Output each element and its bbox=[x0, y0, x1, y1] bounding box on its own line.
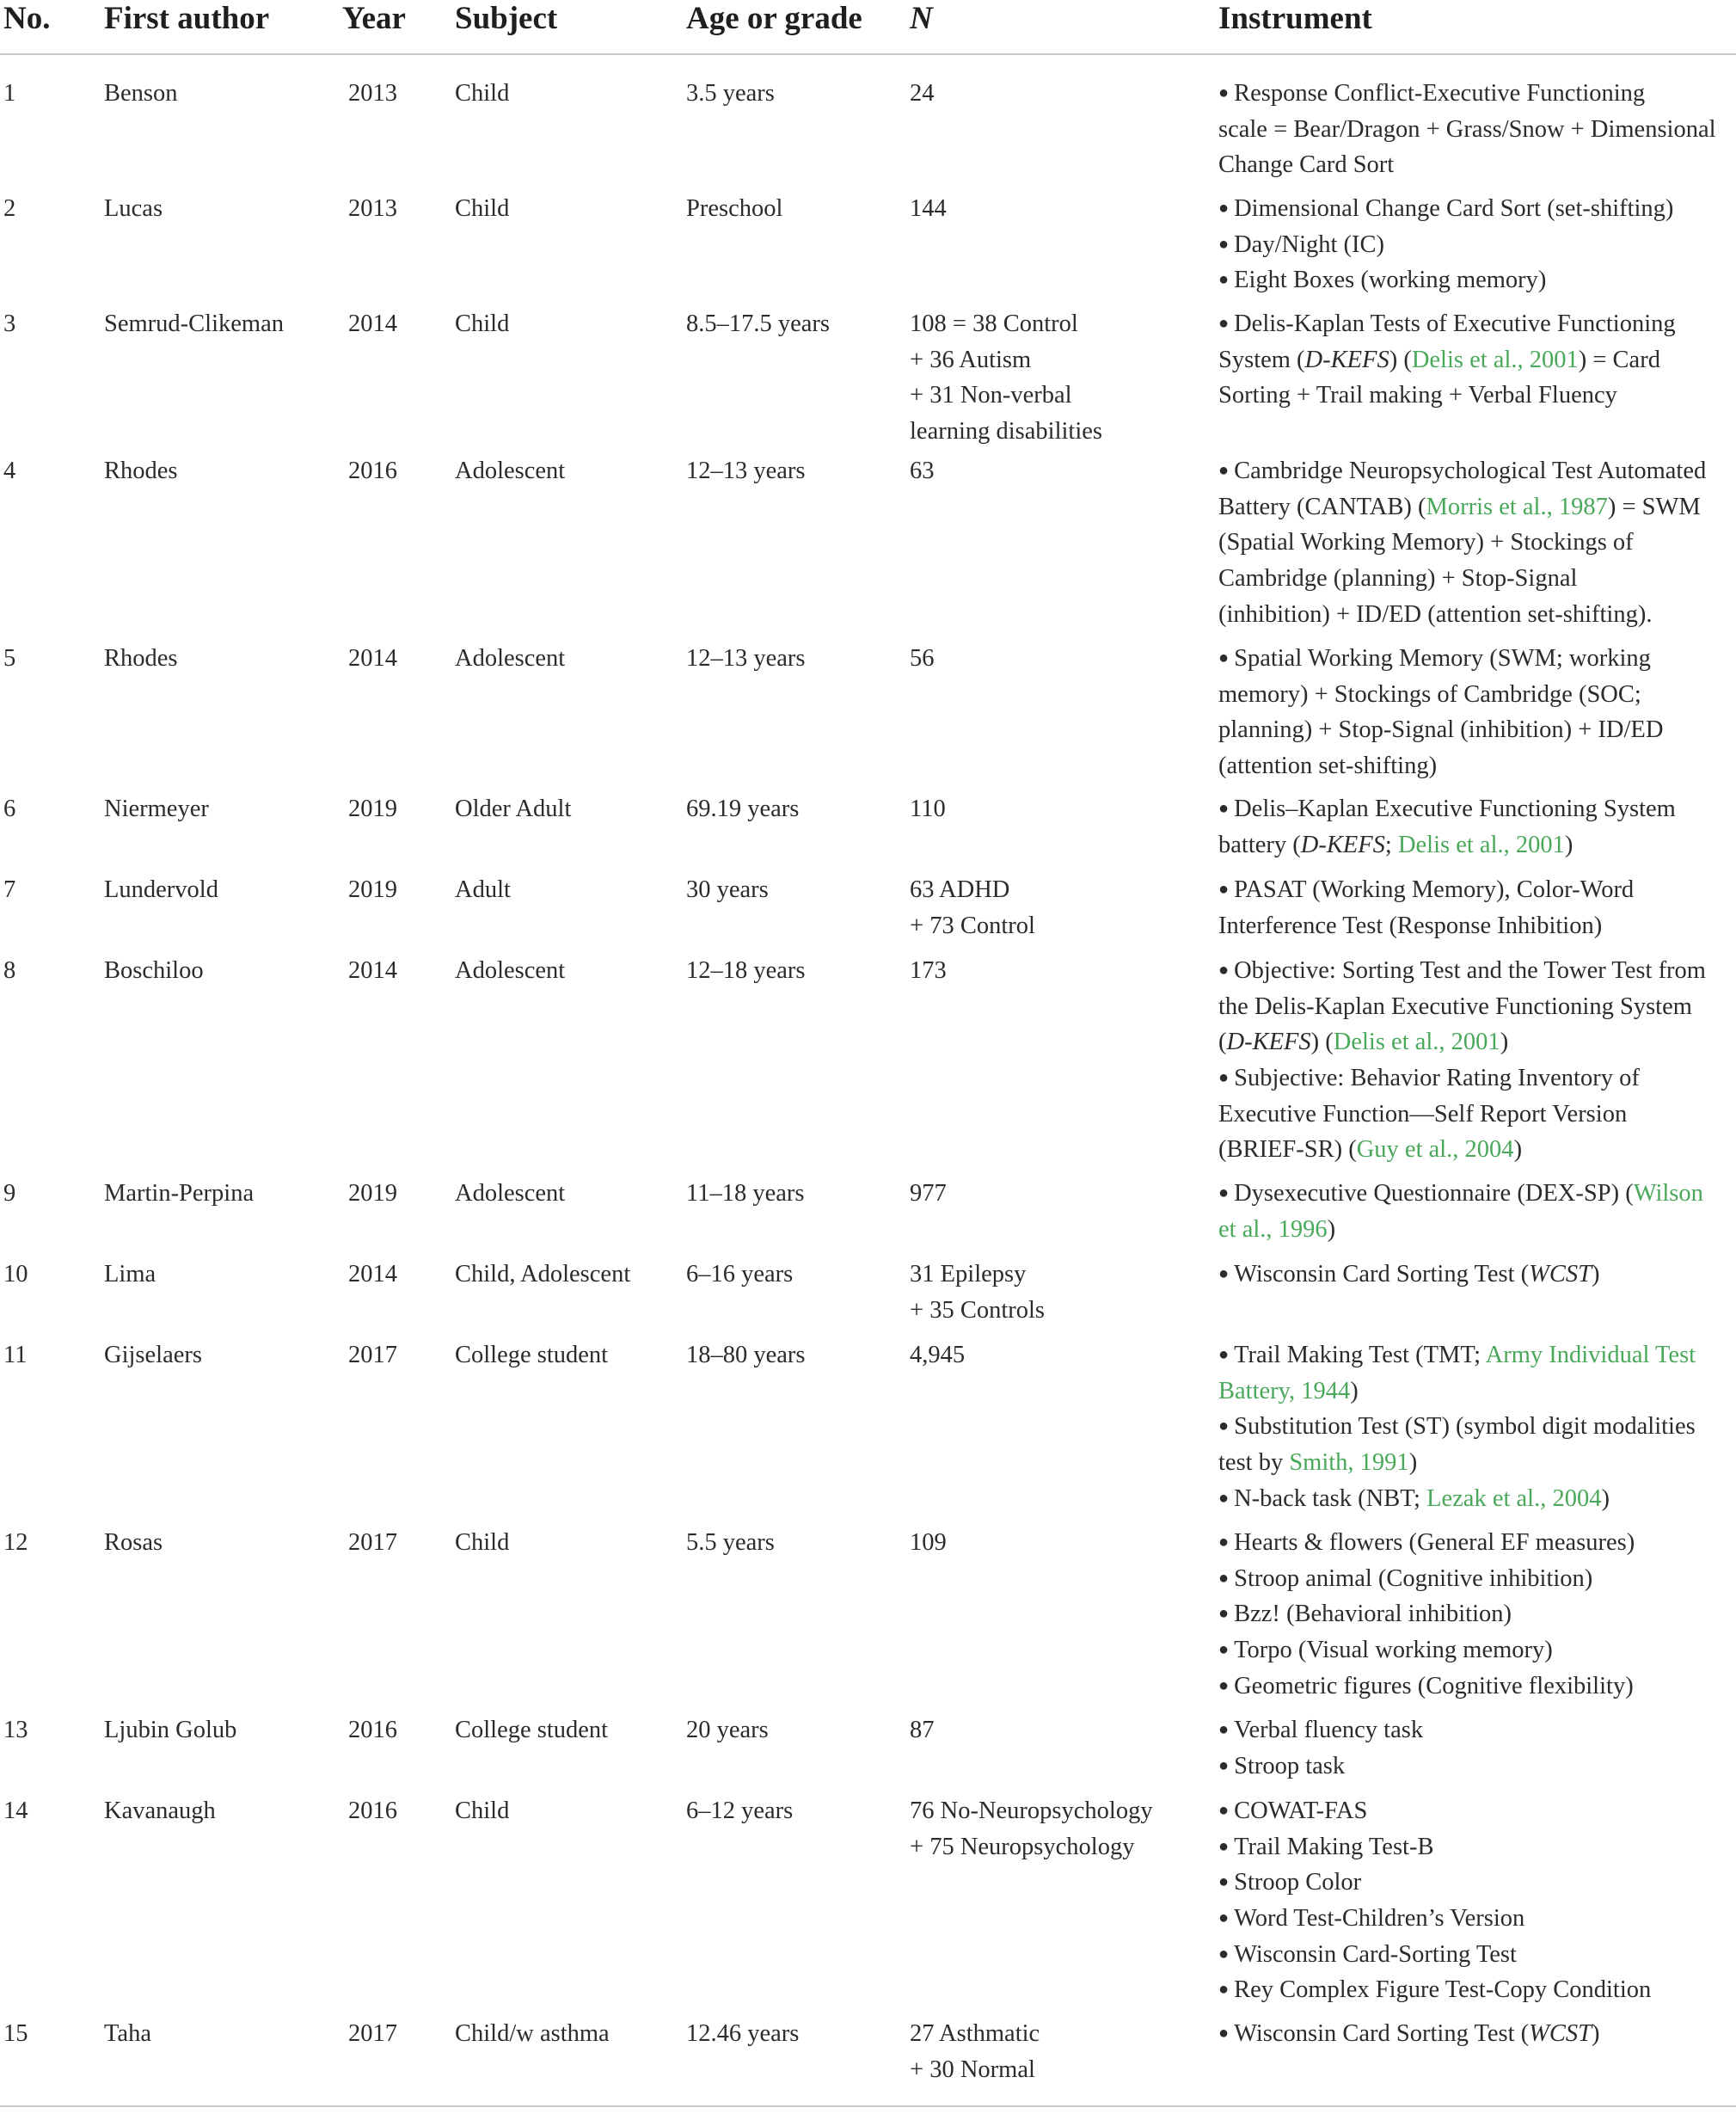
cell-n bbox=[910, 1525, 947, 1561]
instrument-line: System (D-KEFS) (Delis et al., 2001) = Card bbox=[1218, 346, 1660, 373]
instrument-line: Battery, 1944) bbox=[1218, 1377, 1359, 1404]
cell-year: 2014 bbox=[348, 957, 397, 984]
cell-instrument bbox=[1218, 791, 1734, 863]
instrument-line: ● Verbal fluency task bbox=[1218, 1717, 1424, 1743]
instrument-line: Battery (CANTAB) (Morris et al., 1987) = SWM bbox=[1218, 493, 1701, 520]
cell-n-line: + 36 Autism bbox=[910, 346, 1032, 373]
cell-year: 2013 bbox=[348, 80, 397, 107]
cell-year: 2017 bbox=[348, 1529, 397, 1556]
cell-year: 2017 bbox=[348, 2020, 397, 2047]
instrument-line: ● Trail Making Test (TMT; Army Individual Test bbox=[1218, 1342, 1696, 1368]
instrument-line: test by Smith, 1991) bbox=[1218, 1449, 1418, 1477]
citation-link[interactable]: Smith, 1991 bbox=[1289, 1449, 1409, 1477]
instrument-line: ● Hearts & flowers (General EF measures) bbox=[1218, 1529, 1635, 1556]
cell-year: 2016 bbox=[348, 1717, 397, 1743]
cell-no: 12 bbox=[3, 1529, 28, 1556]
instrument-line: Cambridge (planning) + Stop-Signal bbox=[1218, 565, 1578, 593]
instrument-line: ● Word Test-Children’s Version bbox=[1218, 1905, 1525, 1933]
instrument-line: Change Card Sort bbox=[1218, 151, 1395, 179]
cell-first-author: Benson bbox=[104, 80, 178, 107]
bullet-icon: ● bbox=[1218, 314, 1230, 333]
cell-n bbox=[910, 1337, 965, 1373]
instrument-line: ● Bzz! (Behavioral inhibition) bbox=[1218, 1601, 1512, 1628]
cell-n bbox=[910, 641, 935, 677]
instrument-line: ● Cambridge Neuropsychological Test Automated bbox=[1218, 458, 1707, 484]
instrument-line: battery (D-KEFS; Delis et al., 2001) bbox=[1218, 831, 1573, 858]
bullet-icon: ● bbox=[1218, 2024, 1230, 2043]
italic-abbrev: WCST bbox=[1529, 2020, 1592, 2047]
cell-subject: Older Adult bbox=[455, 796, 572, 822]
cell-first-author: Lima bbox=[104, 1261, 156, 1287]
bullet-icon: ● bbox=[1218, 1533, 1230, 1552]
italic-abbrev: D-KEFS bbox=[1226, 1029, 1311, 1056]
citation-link[interactable]: Delis et al., 2001 bbox=[1333, 1029, 1500, 1056]
cell-n-line: 144 bbox=[910, 195, 947, 222]
cell-no: 8 bbox=[3, 957, 16, 984]
cell-year: 2016 bbox=[348, 1798, 397, 1824]
bullet-icon: ● bbox=[1218, 1068, 1230, 1088]
bullet-icon: ● bbox=[1218, 1568, 1230, 1588]
instrument-line: ● Trail Making Test-B bbox=[1218, 1833, 1434, 1860]
instrument-line: ● Day/Night (IC) bbox=[1218, 230, 1385, 258]
instrument-line: ● Objective: Sorting Test and the Tower Test from bbox=[1218, 957, 1706, 984]
instrument-line: ● Dysexecutive Questionnaire (DEX-SP) (Wilson bbox=[1218, 1180, 1703, 1207]
header-year: Year bbox=[342, 1, 406, 36]
cell-no: 3 bbox=[3, 310, 16, 337]
cell-subject: Adolescent bbox=[455, 458, 566, 484]
bullet-icon: ● bbox=[1218, 1640, 1230, 1660]
cell-n-line: + 75 Neuropsychology bbox=[910, 1833, 1135, 1860]
bullet-icon: ● bbox=[1218, 461, 1230, 480]
cell-subject: College student bbox=[455, 1717, 609, 1743]
instrument-line: ● Response Conflict-Executive Functioning bbox=[1218, 80, 1646, 107]
cell-subject: Child bbox=[455, 80, 510, 107]
cell-year: 2016 bbox=[348, 458, 397, 484]
cell-age: 30 years bbox=[686, 876, 769, 903]
cell-n-line: 56 bbox=[910, 645, 935, 672]
instrument-line: (BRIEF-SR) (Guy et al., 2004) bbox=[1218, 1136, 1523, 1164]
instrument-line: Executive Function—Self Report Version bbox=[1218, 1100, 1628, 1128]
cell-n bbox=[910, 872, 1035, 943]
cell-n bbox=[910, 791, 946, 827]
cell-n-line: 63 bbox=[910, 458, 935, 484]
instrument-line: ● Geometric figures (Cognitive flexibility) bbox=[1218, 1672, 1634, 1699]
bullet-icon: ● bbox=[1218, 1980, 1230, 2000]
cell-first-author: Kavanaugh bbox=[104, 1798, 216, 1824]
cell-year: 2014 bbox=[348, 645, 397, 672]
cell-subject: College student bbox=[455, 1342, 609, 1368]
cell-age: 6–16 years bbox=[686, 1261, 794, 1287]
citation-link[interactable]: Delis et al., 2001 bbox=[1411, 346, 1579, 373]
cell-year: 2017 bbox=[348, 1342, 397, 1368]
header-rule bbox=[0, 53, 1736, 55]
cell-subject: Child bbox=[455, 195, 510, 222]
cell-first-author: Lucas bbox=[104, 195, 163, 222]
instrument-line: ● Eight Boxes (working memory) bbox=[1218, 267, 1547, 294]
cell-age: 12–13 years bbox=[686, 645, 806, 672]
cell-first-author: Rhodes bbox=[104, 645, 178, 672]
instrument-line: ● Wisconsin Card-Sorting Test bbox=[1218, 1940, 1517, 1968]
bullet-icon: ● bbox=[1218, 648, 1230, 667]
cell-instrument bbox=[1218, 1793, 1734, 2008]
bullet-icon: ● bbox=[1218, 1755, 1230, 1775]
cell-first-author: Ljubin Golub bbox=[104, 1717, 237, 1743]
cell-age: 12–18 years bbox=[686, 957, 806, 984]
cell-first-author: Gijselaers bbox=[104, 1342, 202, 1368]
cell-n bbox=[910, 1793, 1153, 1865]
bullet-icon: ● bbox=[1218, 1872, 1230, 1892]
cell-no: 11 bbox=[3, 1342, 28, 1368]
cell-no: 14 bbox=[3, 1798, 28, 1824]
cell-no: 2 bbox=[3, 195, 16, 222]
citation-link[interactable]: Lezak et al., 2004 bbox=[1426, 1484, 1602, 1512]
cell-n-line: 24 bbox=[910, 80, 935, 107]
cell-no: 4 bbox=[3, 458, 16, 484]
instrument-line: the Delis-Kaplan Executive Functioning System bbox=[1218, 992, 1692, 1020]
bullet-icon: ● bbox=[1218, 270, 1230, 290]
instrument-line: (D-KEFS) (Delis et al., 2001) bbox=[1218, 1029, 1509, 1056]
cell-subject: Child bbox=[455, 1798, 510, 1824]
header-instrument: Instrument bbox=[1218, 1, 1372, 36]
cell-age: Preschool bbox=[686, 195, 783, 222]
instrument-line: scale = Bear/Dragon + Grass/Snow + Dimensional bbox=[1218, 115, 1716, 143]
cell-n-line: 63 ADHD bbox=[910, 876, 1010, 903]
cell-n-line: 110 bbox=[910, 796, 946, 822]
cell-subject: Child bbox=[455, 310, 510, 337]
cell-age: 5.5 years bbox=[686, 1529, 775, 1556]
cell-n-line: 27 Asthmatic bbox=[910, 2020, 1040, 2047]
cell-subject: Adolescent bbox=[455, 645, 566, 672]
cell-no: 13 bbox=[3, 1717, 28, 1743]
cell-subject: Adult bbox=[455, 876, 511, 903]
cell-instrument bbox=[1218, 1525, 1734, 1704]
bullet-icon: ● bbox=[1218, 1908, 1230, 1928]
bullet-icon: ● bbox=[1218, 1675, 1230, 1695]
cell-no: 1 bbox=[3, 80, 16, 107]
instrument-line: ● Torpo (Visual working memory) bbox=[1218, 1637, 1553, 1664]
cell-n bbox=[910, 306, 1102, 450]
citation-link[interactable]: Wilson bbox=[1633, 1180, 1703, 1207]
cell-year: 2019 bbox=[348, 796, 397, 822]
italic-abbrev: D-KEFS bbox=[1304, 346, 1389, 373]
instrument-line: ● Wisconsin Card Sorting Test (WCST) bbox=[1218, 1261, 1600, 1287]
cell-age: 12–13 years bbox=[686, 458, 806, 484]
citation-link[interactable]: Delis et al., 2001 bbox=[1397, 831, 1565, 858]
header-no: No. bbox=[3, 1, 51, 36]
cell-n-line: 87 bbox=[910, 1717, 935, 1743]
cell-instrument bbox=[1218, 641, 1734, 784]
cell-age: 3.5 years bbox=[686, 80, 775, 107]
bullet-icon: ● bbox=[1218, 1345, 1230, 1364]
cell-first-author: Niermeyer bbox=[104, 796, 209, 822]
instrument-line: ● Rey Complex Figure Test-Copy Condition bbox=[1218, 1976, 1652, 2004]
bullet-icon: ● bbox=[1218, 1264, 1230, 1283]
header-first-author: First author bbox=[104, 1, 270, 36]
citation-link[interactable]: Army Individual Test bbox=[1485, 1342, 1696, 1368]
cell-n-line: 977 bbox=[910, 1180, 947, 1207]
cell-subject: Child bbox=[455, 1529, 510, 1556]
cell-no: 7 bbox=[3, 876, 16, 903]
cell-year: 2014 bbox=[348, 1261, 397, 1287]
cell-year: 2013 bbox=[348, 195, 397, 222]
cell-n-line: 4,945 bbox=[910, 1342, 966, 1368]
cell-n bbox=[910, 453, 935, 489]
cell-instrument bbox=[1218, 453, 1734, 632]
cell-instrument bbox=[1218, 1257, 1734, 1293]
bullet-icon: ● bbox=[1218, 1836, 1230, 1856]
bullet-icon: ● bbox=[1218, 1488, 1230, 1508]
instrument-line: (Spatial Working Memory) + Stockings of bbox=[1218, 529, 1634, 556]
instrument-line: (attention set-shifting) bbox=[1218, 753, 1438, 780]
instrument-line: ● Stroop task bbox=[1218, 1752, 1346, 1779]
instrument-line: ● Subjective: Behavior Rating Inventory of bbox=[1218, 1065, 1640, 1092]
instrument-line: ● Stroop Color bbox=[1218, 1869, 1362, 1896]
cell-n-line: learning disabilities bbox=[910, 418, 1102, 446]
citation-link[interactable]: Battery, 1944 bbox=[1218, 1377, 1351, 1404]
cell-instrument bbox=[1218, 2016, 1734, 2052]
cell-n bbox=[910, 76, 935, 112]
cell-n bbox=[910, 1257, 1045, 1328]
instrument-line: ● PASAT (Working Memory), Color-Word bbox=[1218, 876, 1635, 903]
header-age-or-grade: Age or grade bbox=[686, 1, 862, 36]
cell-n-line: 108 = 38 Control bbox=[910, 310, 1078, 337]
bullet-icon: ● bbox=[1218, 961, 1230, 980]
cell-year: 2019 bbox=[348, 876, 397, 903]
citation-link[interactable]: et al., 1996 bbox=[1218, 1215, 1328, 1243]
bullet-icon: ● bbox=[1218, 1183, 1230, 1202]
cell-first-author: Rosas bbox=[104, 1529, 163, 1556]
instrument-line: ● Substitution Test (ST) (symbol digit modalities bbox=[1218, 1413, 1696, 1441]
bullet-icon: ● bbox=[1218, 880, 1230, 899]
header-n: N bbox=[910, 1, 933, 36]
bullet-icon: ● bbox=[1218, 1944, 1230, 1963]
cell-instrument bbox=[1218, 953, 1734, 1168]
bottom-rule bbox=[0, 2105, 1736, 2107]
cell-age: 11–18 years bbox=[686, 1180, 805, 1207]
instrument-line: ● Wisconsin Card Sorting Test (WCST) bbox=[1218, 2020, 1600, 2047]
cell-n-line: + 35 Controls bbox=[910, 1296, 1046, 1324]
cell-instrument bbox=[1218, 191, 1734, 298]
cell-n bbox=[910, 191, 947, 227]
instrument-line: ● Delis–Kaplan Executive Functioning System bbox=[1218, 796, 1676, 822]
instrument-line: ● Stroop animal (Cognitive inhibition) bbox=[1218, 1564, 1593, 1592]
instrument-line: planning) + Stop-Signal (inhibition) + ID/ED bbox=[1218, 716, 1664, 744]
header-subject: Subject bbox=[455, 1, 558, 36]
bullet-icon: ● bbox=[1218, 83, 1230, 102]
cell-no: 9 bbox=[3, 1180, 16, 1207]
instrument-line: ● Dimensional Change Card Sort (set-shifting) bbox=[1218, 195, 1674, 222]
cell-n bbox=[910, 2016, 1040, 2087]
cell-first-author: Lundervold bbox=[104, 876, 218, 903]
cell-subject: Adolescent bbox=[455, 957, 566, 984]
bullet-icon: ● bbox=[1218, 799, 1230, 818]
instrument-line: et al., 1996) bbox=[1218, 1215, 1336, 1243]
cell-instrument bbox=[1218, 872, 1734, 943]
cell-n-line: 76 No-Neuropsychology bbox=[910, 1798, 1153, 1824]
cell-age: 69.19 years bbox=[686, 796, 800, 822]
cell-instrument bbox=[1218, 1337, 1734, 1516]
cell-subject: Child, Adolescent bbox=[455, 1261, 631, 1287]
bullet-icon: ● bbox=[1218, 1417, 1230, 1436]
cell-instrument bbox=[1218, 1712, 1734, 1784]
instrument-line: ● COWAT-FAS bbox=[1218, 1798, 1368, 1824]
cell-first-author: Boschiloo bbox=[104, 957, 204, 984]
cell-instrument bbox=[1218, 306, 1734, 414]
instrument-line: ● Delis-Kaplan Tests of Executive Functioning bbox=[1218, 310, 1676, 337]
cell-age: 18–80 years bbox=[686, 1342, 806, 1368]
cell-first-author: Semrud-Clikeman bbox=[104, 310, 284, 337]
cell-no: 6 bbox=[3, 796, 16, 822]
bullet-icon: ● bbox=[1218, 1720, 1230, 1739]
bullet-icon: ● bbox=[1218, 1604, 1230, 1624]
citation-link[interactable]: Guy et al., 2004 bbox=[1356, 1136, 1514, 1164]
cell-first-author: Taha bbox=[104, 2020, 151, 2047]
cell-n-line: 109 bbox=[910, 1529, 947, 1556]
instrument-line: Interference Test (Response Inhibition) bbox=[1218, 912, 1603, 939]
cell-instrument bbox=[1218, 76, 1734, 183]
instrument-line: memory) + Stockings of Cambridge (SOC; bbox=[1218, 680, 1641, 708]
cell-year: 2014 bbox=[348, 310, 397, 337]
cell-age: 8.5–17.5 years bbox=[686, 310, 831, 337]
bullet-icon: ● bbox=[1218, 199, 1230, 218]
cell-n bbox=[910, 1176, 947, 1212]
cell-subject: Child/w asthma bbox=[455, 2020, 610, 2047]
instrument-line: ● Spatial Working Memory (SWM; working bbox=[1218, 645, 1651, 672]
instrument-line: Sorting + Trail making + Verbal Fluency bbox=[1218, 382, 1617, 409]
bullet-icon: ● bbox=[1218, 1801, 1230, 1820]
cell-n-line: + 73 Control bbox=[910, 912, 1035, 939]
cell-n bbox=[910, 953, 947, 989]
cell-no: 10 bbox=[3, 1261, 28, 1287]
cell-instrument bbox=[1218, 1176, 1734, 1247]
cell-age: 20 years bbox=[686, 1717, 769, 1743]
cell-age: 12.46 years bbox=[686, 2020, 800, 2047]
bullet-icon: ● bbox=[1218, 234, 1230, 254]
instrument-line: ● N-back task (NBT; Lezak et al., 2004) bbox=[1218, 1484, 1610, 1512]
cell-n-line: 173 bbox=[910, 957, 947, 984]
italic-abbrev: WCST bbox=[1529, 1261, 1592, 1287]
cell-first-author: Rhodes bbox=[104, 458, 178, 484]
cell-no: 15 bbox=[3, 2020, 28, 2047]
cell-n-line: + 30 Normal bbox=[910, 2056, 1035, 2083]
italic-abbrev: D-KEFS bbox=[1300, 831, 1385, 858]
instrument-line: (inhibition) + ID/ED (attention set-shifting). bbox=[1218, 600, 1653, 628]
cell-n bbox=[910, 1712, 935, 1748]
cell-subject: Adolescent bbox=[455, 1180, 566, 1207]
cell-year: 2019 bbox=[348, 1180, 397, 1207]
cell-first-author: Martin-Perpina bbox=[104, 1180, 255, 1207]
cell-n-line: + 31 Non-verbal bbox=[910, 382, 1072, 409]
cell-age: 6–12 years bbox=[686, 1798, 794, 1824]
cell-no: 5 bbox=[3, 645, 16, 672]
citation-link[interactable]: Morris et al., 1987 bbox=[1426, 493, 1608, 520]
cell-n-line: 31 Epilepsy bbox=[910, 1261, 1027, 1287]
